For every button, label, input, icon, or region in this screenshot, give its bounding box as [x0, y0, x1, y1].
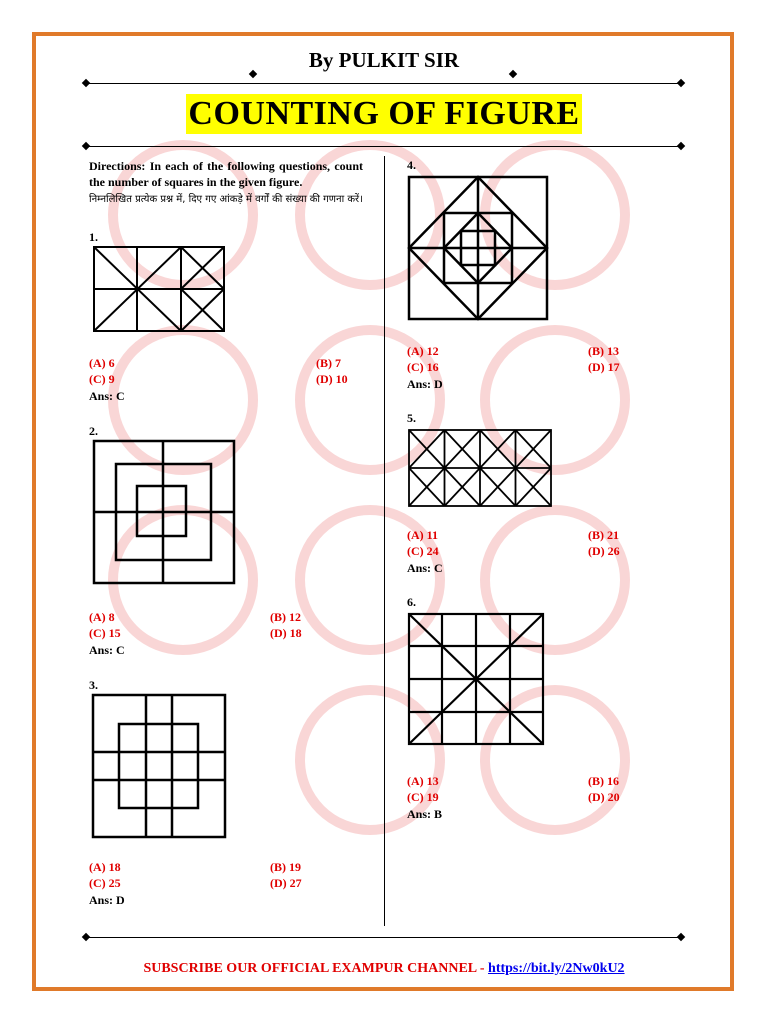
- option-c: (C) 9: [89, 372, 115, 386]
- option-d: (D) 10: [316, 372, 348, 386]
- column-divider: [384, 156, 385, 926]
- option-a: (A) 12: [407, 344, 439, 358]
- figure-q4: [408, 176, 548, 320]
- question-number: 2.: [89, 424, 98, 438]
- answer: Ans: D: [407, 377, 443, 391]
- page-title: COUNTING OF FIGURE: [186, 94, 582, 134]
- option-c: (C) 25: [89, 876, 121, 890]
- figure-q6: [408, 613, 544, 745]
- question-number: 5.: [407, 411, 416, 425]
- option-c: (C) 15: [89, 626, 121, 640]
- question-number: 3.: [89, 678, 98, 692]
- option-d: (D) 18: [270, 626, 302, 640]
- option-c: (C) 19: [407, 790, 439, 804]
- header-divider: [86, 83, 682, 84]
- directions: [89, 158, 363, 208]
- footer-divider: [86, 937, 682, 938]
- answer: Ans: C: [407, 561, 443, 575]
- figure-q1: [93, 246, 225, 332]
- footer-banner: [0, 961, 768, 977]
- answer: Ans: B: [407, 807, 443, 821]
- option-a: (A) 8: [89, 610, 115, 624]
- footer-text: SUBSCRIBE OUR OFFICIAL EXAMPUR CHANNEL -: [143, 961, 489, 976]
- author-heading: By PULKIT SIR: [308, 48, 460, 72]
- option-a: (A) 18: [89, 860, 121, 874]
- option-a: (A) 11: [407, 528, 438, 542]
- option-a: (A) 6: [89, 356, 115, 370]
- option-b: (B) 21: [588, 528, 619, 542]
- option-d: (D) 27: [270, 876, 302, 890]
- option-b: (B) 16: [588, 774, 619, 788]
- title-divider: [86, 146, 682, 147]
- option-d: (D) 17: [588, 360, 620, 374]
- figure-q3: [92, 694, 226, 838]
- option-c: (C) 24: [407, 544, 439, 558]
- option-c: (C) 16: [407, 360, 439, 374]
- question-number: 4.: [407, 158, 416, 172]
- option-b: (B) 12: [270, 610, 301, 624]
- option-b: (B) 19: [270, 860, 301, 874]
- question-number: 1.: [89, 230, 98, 244]
- directions-en: Directions: In each of the following questions, count the number of squares in the given figure.: [89, 159, 363, 189]
- answer: Ans: C: [89, 643, 125, 657]
- option-b: (B) 13: [588, 344, 619, 358]
- directions-hi: निम्नलिखित प्रत्येक प्रश्न में, दिए गए आंकड़े में वर्गों की संख्या की गणना करें।: [89, 194, 363, 205]
- answer: Ans: C: [89, 389, 125, 403]
- channel-link[interactable]: https://bit.ly/2Nw0kU2: [488, 961, 625, 976]
- question-number: 6.: [407, 595, 416, 609]
- figure-q2: [93, 440, 235, 584]
- option-b: (B) 7: [316, 356, 341, 370]
- option-d: (D) 20: [588, 790, 620, 804]
- answer: Ans: D: [89, 893, 125, 907]
- option-a: (A) 13: [407, 774, 439, 788]
- figure-q5: [408, 429, 552, 507]
- option-d: (D) 26: [588, 544, 620, 558]
